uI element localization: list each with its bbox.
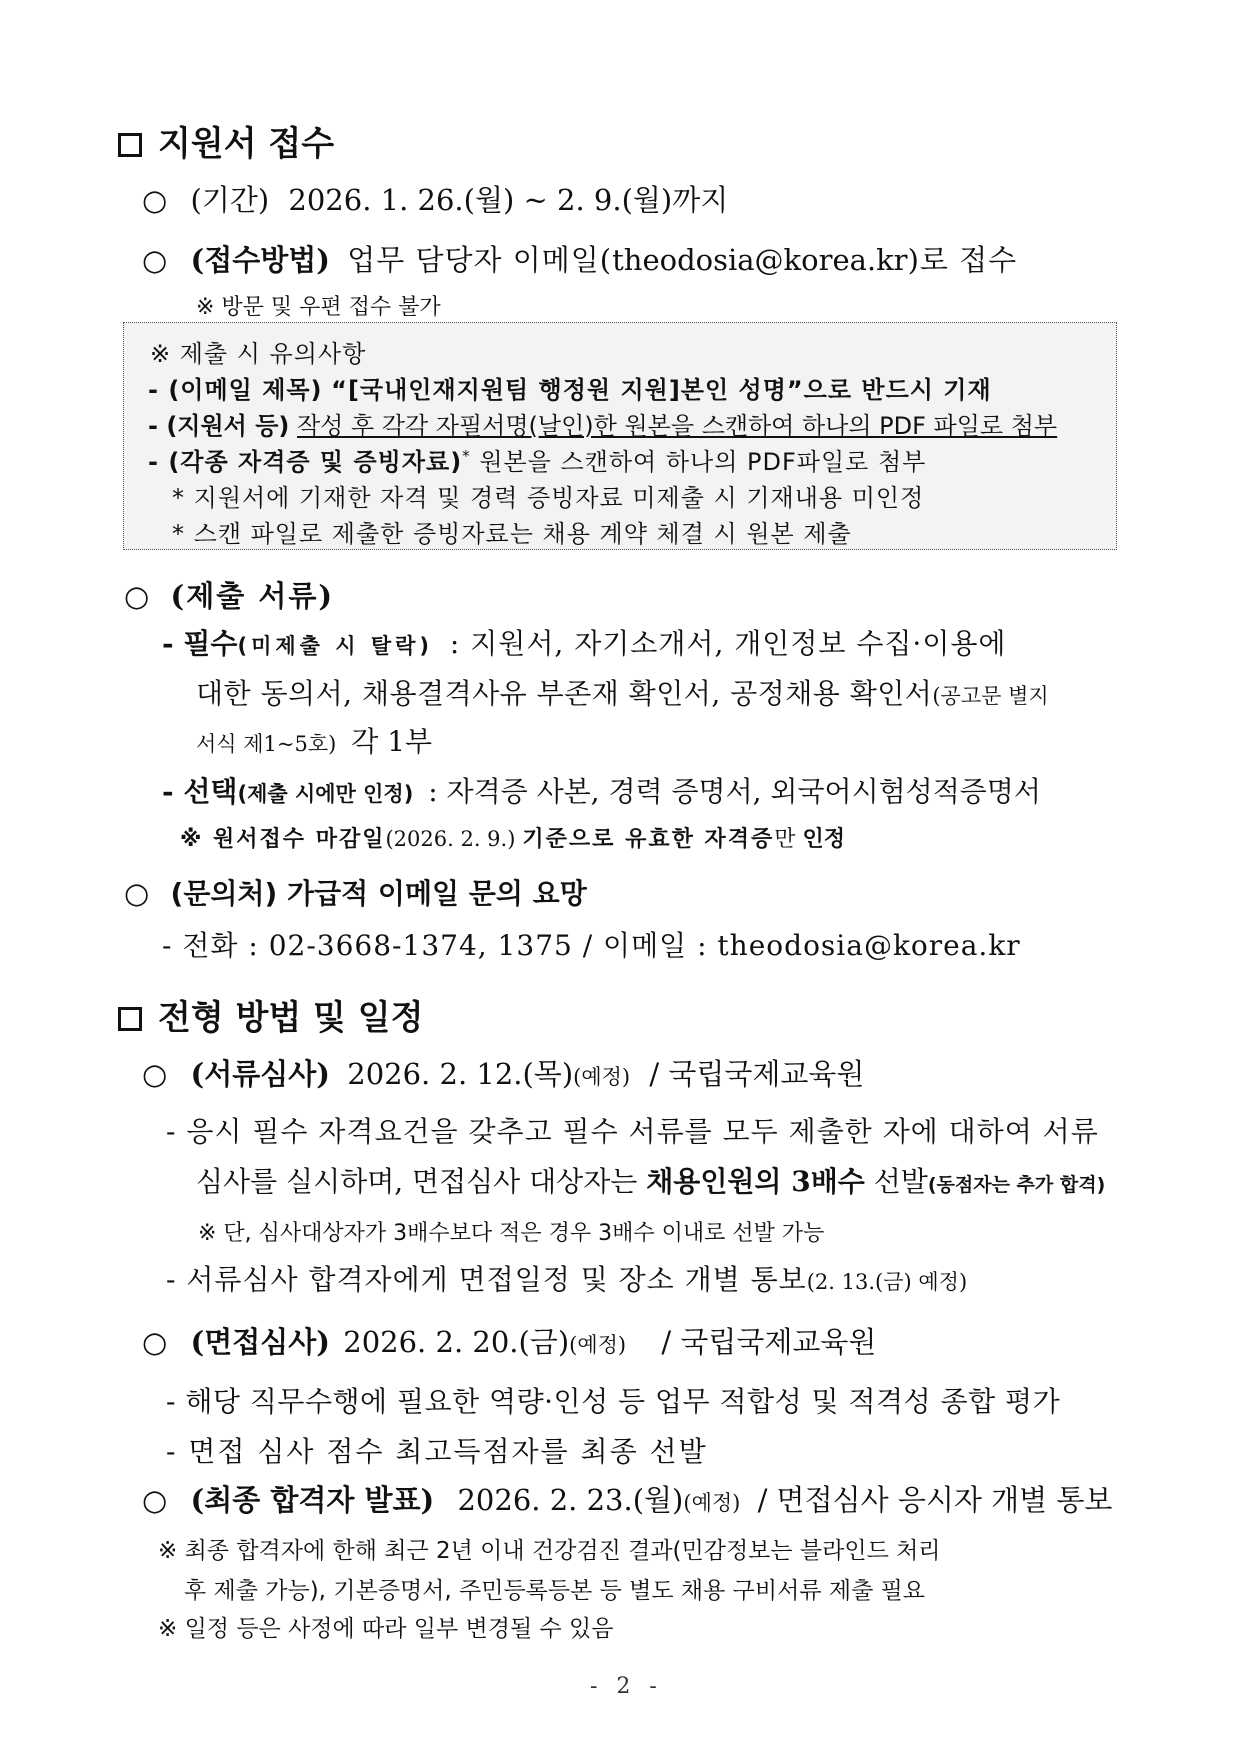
final-note-schedule: ※ 일정 등은 사정에 따라 일부 변경될 수 있음 <box>158 1616 614 1642</box>
page-number: - 2 - <box>590 1674 663 1699</box>
doc-review-note: ※ 단, 심사대상자가 3배수보다 적은 경우 3배수 이내로 선발 가능 <box>198 1221 825 1246</box>
notes-line-certificates: - (각종 자격증 및 증빙자료)* 원본을 스캔하여 하나의 PDF파일로 첨부 <box>148 447 927 476</box>
method-line: ○ (접수방법) 업무 담당자 이메일(theodosia@korea.kr)로 접수 <box>142 243 1018 277</box>
docs-required-line2: 대한 동의서, 채용결격사유 부존재 확인서, 공정채용 확인서(공고문 별지 <box>196 677 1049 710</box>
docs-required-line1: - 필수(미제출 시 탈락) : 지원서, 자기소개서, 개인정보 수집·이용에 <box>162 627 1007 660</box>
period-line: ○ (기간) 2026. 1. 26.(월) ~ 2. 9.(월)까지 <box>142 183 729 217</box>
notes-line-scan-original: * 스캔 파일로 제출한 증빙자료는 채용 계약 체결 시 원본 제출 <box>172 520 852 548</box>
method-note: ※ 방문 및 우편 접수 불가 <box>196 295 441 320</box>
interview-line1: - 해당 직무수행에 필요한 역량·인성 등 업무 적합성 및 적격성 종합 평가 <box>166 1385 1061 1418</box>
notes-line-email-subject: - (이메일 제목) “[국내인재지원팀 행정원 지원]본인 성명”으로 반드시 기재 <box>148 376 992 404</box>
doc-review-heading: ○ (서류심사) 2026. 2. 12.(목)(예정) / 국립국제교육원 <box>142 1057 865 1091</box>
final-note-line1: ※ 최종 합격자에 한해 최근 2년 이내 건강검진 결과(민감정보는 블라인드 처리 <box>158 1538 941 1564</box>
final-note-line2: 후 제출 가능), 기본증명서, 주민등록등본 등 별도 채용 구비서류 제출 필요 <box>184 1578 926 1604</box>
doc-review-line1: - 응시 필수 자격요건을 갖추고 필수 서류를 모두 제출한 자에 대하여 서류 <box>166 1115 1099 1148</box>
notes-heading: ※ 제출 시 유의사항 <box>150 340 367 368</box>
docs-optional-note: ※ 원서접수 마감일(2026. 2. 9.) 기준으로 유효한 자격증만 인정 <box>180 827 846 852</box>
doc-review-line3: - 서류심사 합격자에게 면접일정 및 장소 개별 통보(2. 13.(금) 예정) <box>166 1263 968 1296</box>
docs-required-line3: 서식 제1~5호) 각 1부 <box>196 725 433 758</box>
section-title-selection: 전형 방법 및 일정 <box>118 990 423 1039</box>
contact-line: - 전화 : 02-3668-1374, 1375 / 이메일 : theodosia@korea.kr <box>162 929 1021 962</box>
contact-heading: ○ (문의처) 가급적 이메일 문의 요망 <box>124 876 587 910</box>
checkbox-square-icon <box>118 1007 142 1031</box>
interview-line2: - 면접 심사 점수 최고득점자를 최종 선발 <box>166 1435 708 1468</box>
docs-optional-line: - 선택(제출 시에만 인정) : 자격증 사본, 경력 증명서, 외국어시험성적증명서 <box>162 775 1041 808</box>
checkbox-square-icon <box>118 133 142 157</box>
notes-line-application: - (지원서 등) 작성 후 각각 자필서명(날인)한 원본을 스캔하여 하나의 PDF 파일로 첨부 <box>148 412 1058 440</box>
docs-heading: ○ (제출 서류) <box>124 579 335 613</box>
final-heading: ○ (최종 합격자 발표) 2026. 2. 23.(월)(예정) / 면접심사 응시자 개별 통보 <box>142 1483 1113 1517</box>
interview-heading: ○ (면접심사) 2026. 2. 20.(금)(예정) / 국립국제교육원 <box>142 1325 877 1359</box>
section-title-application: 지원서 접수 <box>118 116 334 165</box>
notes-line-unsubmitted: * 지원서에 기재한 자격 및 경력 증빙자료 미제출 시 기재내용 미인정 <box>172 484 925 512</box>
doc-review-line2: 심사를 실시하며, 면접심사 대상자는 채용인원의 3배수 선발(동점자는 추가 합격) <box>196 1165 1106 1198</box>
contact-email: theodosia@korea.kr <box>612 243 908 277</box>
